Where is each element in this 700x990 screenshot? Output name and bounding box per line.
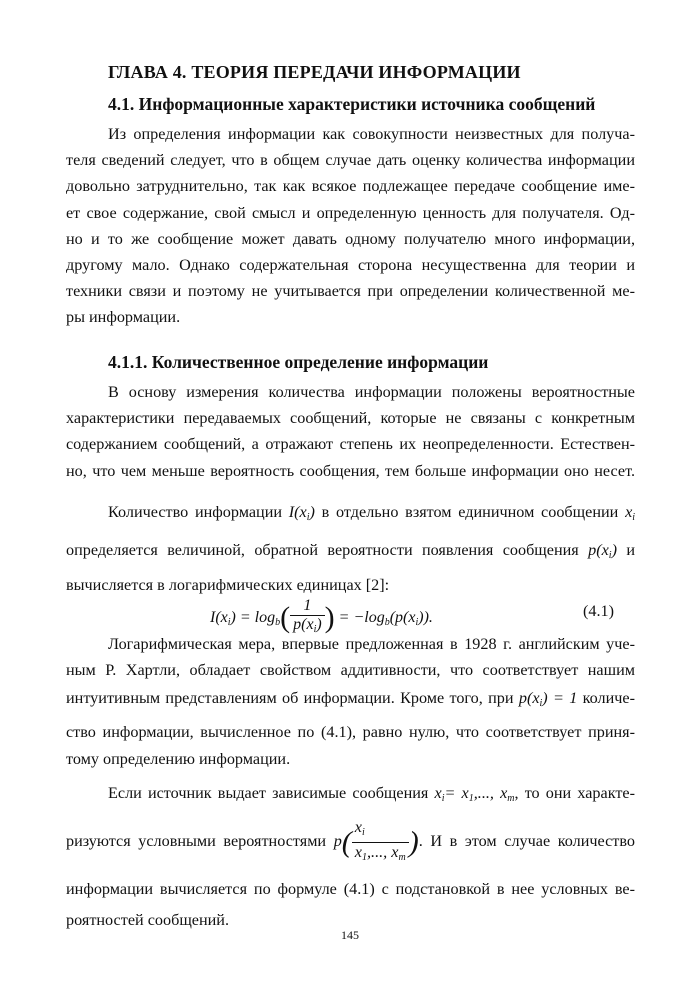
paragraph-line: информации вычисляется по формуле (4.1) с подстановкой в нее условных ве- — [66, 880, 635, 899]
fraction-numerator — [352, 818, 409, 843]
paragraph-line: Из определения информации как совокупности неизвестных для получа- — [108, 125, 635, 143]
math-subscript: 1 — [468, 793, 474, 804]
paragraph-line: другому мало. Однако содержательная сторона несущественна для теории и — [66, 256, 635, 275]
math-subscript: i — [632, 512, 636, 523]
paragraph-line: характеристики передаваемых сообщений, которые не связаны с конкретным — [66, 409, 635, 428]
paragraph-hartley — [66, 631, 635, 772]
math-subscript: m — [398, 851, 406, 863]
math-text: x — [625, 503, 633, 521]
text-fragment: , то они характе- — [514, 784, 635, 802]
paragraph-line: теля сведений следует, что в общем случае дать оценку количества информации — [66, 151, 635, 170]
math-text: x — [434, 784, 442, 802]
math-text: (p(x — [389, 608, 416, 626]
paragraph-basis — [66, 379, 635, 484]
math-text: = x — [444, 784, 469, 802]
math-text: x — [354, 842, 362, 861]
fraction-numerator: 1 — [290, 597, 325, 616]
paragraph-line: довольно затруднительно, так как всякое подлежащее передаче сообщение име- — [66, 177, 635, 196]
text-fragment: и — [626, 541, 635, 559]
paragraph-line: вычисляется в логарифмических единицах [2]: — [66, 576, 390, 594]
math-subscript: m — [507, 793, 515, 804]
math-text: p(x — [588, 541, 609, 559]
paragraph-line — [66, 496, 635, 534]
math-subscript: 1 — [361, 851, 367, 863]
math-text: I(x — [210, 608, 228, 626]
math-text: ) — [316, 616, 322, 633]
paragraph-line: ным Р. Хартли, обладает свойством аддитивности, что соответствует нашим — [66, 661, 635, 680]
left-paren-icon: ( — [280, 601, 291, 634]
paragraph-line: Логарифмическая мера, впервые предложенная в 1928 г. английским уче- — [108, 635, 635, 653]
math-subscript: b — [384, 616, 390, 628]
paragraph-line — [66, 534, 635, 572]
text-fragment: . И в этом случае количество — [418, 832, 635, 851]
page-number: 145 — [341, 928, 359, 942]
math-subscript: i — [306, 512, 310, 523]
math-fraction — [352, 818, 409, 867]
paragraph-definition — [66, 496, 635, 598]
chapter-title: ГЛАВА 4. ТЕОРИЯ ПЕРЕДАЧИ ИНФОРМАЦИИ — [108, 62, 521, 82]
math-text: = −log — [338, 608, 385, 626]
math-subscript: i — [539, 698, 543, 710]
text-fragment: Если источник выдает зависимые сообщения — [108, 784, 429, 802]
subsection-title: 4.1.1. Количественное определение информации — [108, 352, 489, 372]
math-expression — [435, 784, 515, 802]
paragraph-line: техники связи и поэтому не учитывается при определении количественной ме- — [66, 282, 635, 301]
paragraph-line: ство информации, вычисленное по (4.1), равно нулю, что соответствует приня- — [66, 723, 635, 742]
right-paren-icon: ) — [324, 601, 335, 634]
math-text: ,..., x — [366, 842, 399, 861]
paragraph-line: содержанием сообщений, а отражают степень их неопределенности. Естествен- — [66, 435, 635, 454]
text-fragment: определяется величиной, обратной вероятности появления сообщения — [66, 541, 579, 559]
fraction-denominator — [352, 843, 409, 867]
math-subscript: i — [441, 793, 445, 804]
math-subscript: i — [227, 616, 231, 628]
math-text: p(x — [293, 616, 314, 633]
text-fragment: Количество информации — [108, 503, 283, 521]
section-title: 4.1. Информационные характеристики источника сообщений — [108, 94, 596, 114]
text-fragment: ризуются условными вероятностями — [66, 832, 327, 851]
math-expression — [518, 689, 578, 710]
math-subscript: i — [313, 624, 317, 635]
math-text: ) — [309, 503, 315, 521]
math-text: p — [333, 832, 342, 851]
paragraph-line: ры информации. — [66, 308, 181, 327]
math-subscript: i — [608, 550, 612, 561]
math-subscript: i — [361, 826, 365, 838]
math-text: ) = log — [230, 608, 276, 626]
text-fragment: количе- — [582, 689, 636, 708]
right-paren-icon: ) — [408, 825, 419, 859]
text-fragment: интуитивным представлениям об информации. Кроме того, при — [66, 689, 514, 708]
left-paren-icon: ( — [341, 825, 352, 859]
paragraph-line — [66, 780, 635, 812]
math-subscript: i — [415, 616, 419, 628]
math-text: )). — [418, 608, 433, 626]
math-text: p(x — [518, 689, 540, 708]
paragraph-line: ет свое содержание, свой смысл и определенную ценность для получателя. Од- — [66, 203, 635, 222]
paragraph-line: но и то же сообщение может давать одному получателю много информации, — [66, 229, 635, 248]
math-subscript: b — [275, 616, 281, 628]
math-expression — [289, 503, 315, 521]
paragraph-line: В основу измерения количества информации положены вероятностные — [108, 383, 635, 401]
math-text: x — [354, 817, 362, 836]
math-text: I(x — [288, 503, 307, 521]
math-expression — [333, 817, 419, 863]
text-fragment: в отдельно взятом единичном сообщении — [321, 503, 619, 521]
math-expression — [210, 609, 280, 626]
math-expression — [625, 503, 635, 521]
formula-number: (4.1) — [583, 602, 615, 620]
paragraph-line: тому определению информации. — [66, 749, 291, 768]
paragraph-line: роятностей сообщений. — [66, 911, 230, 930]
math-text: ,..., x — [473, 784, 508, 802]
paragraph-line — [66, 683, 635, 719]
paragraph-intro — [66, 121, 635, 331]
paragraph-conditional — [66, 780, 635, 933]
paragraph-line: но, что чем меньше вероятность сообщения, тем больше информации оно несет. — [66, 461, 635, 480]
math-text: ) = 1 — [542, 689, 578, 708]
paragraph-line — [66, 812, 635, 871]
math-text: ) — [611, 541, 617, 559]
math-expression — [339, 609, 433, 626]
math-expression — [588, 541, 617, 559]
